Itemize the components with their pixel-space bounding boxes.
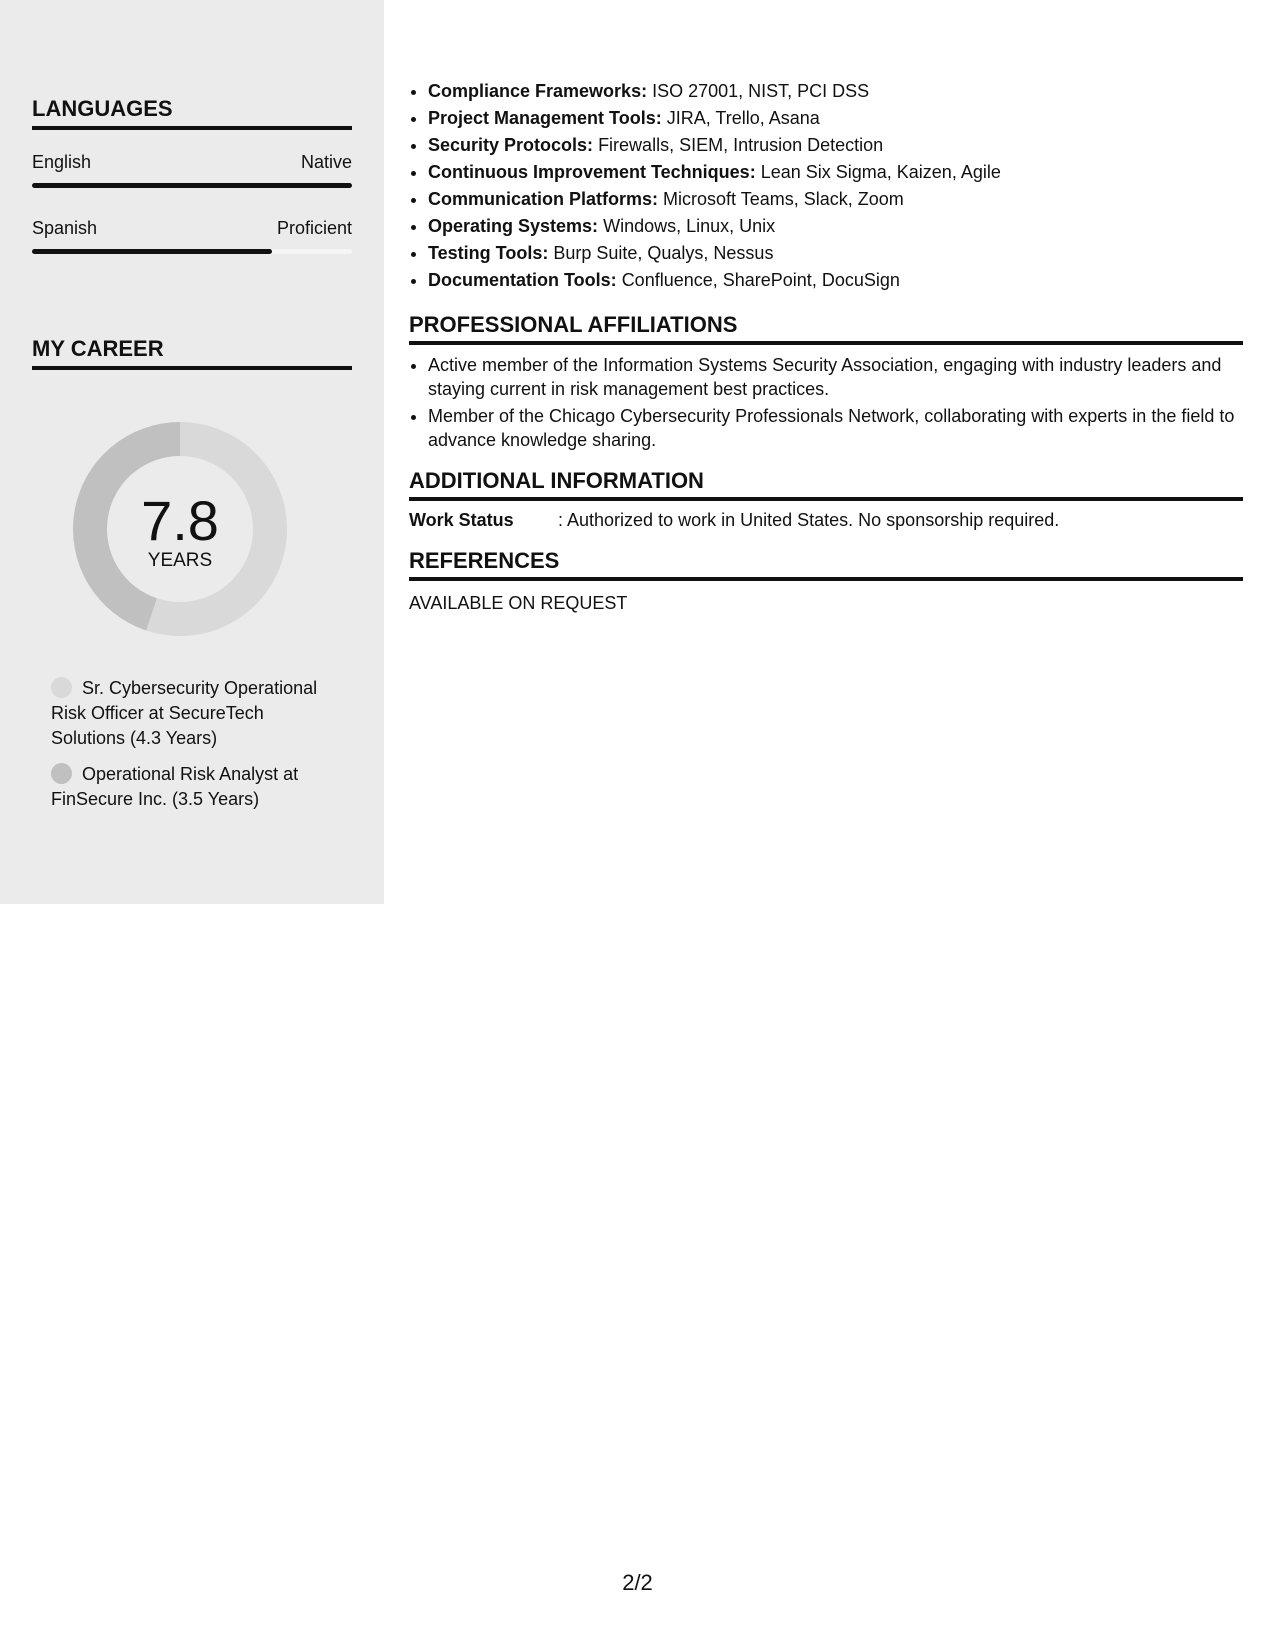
skill-label: Compliance Frameworks: <box>428 81 648 101</box>
skill-item <box>428 132 1243 159</box>
work-status-label: Work Status <box>409 510 514 530</box>
language-level: Proficient <box>276 218 352 238</box>
legend-dot-icon <box>51 677 72 698</box>
skill-label: Documentation Tools: <box>428 270 617 290</box>
language-name: Spanish <box>32 218 98 238</box>
skill-label: Operating Systems: <box>428 216 599 236</box>
languages-section <box>32 96 352 254</box>
skill-item <box>428 105 1243 132</box>
affiliation-item: • Active member of the Information Systems Security Association, engaging with industry leaders and staying current in risk management best practices. <box>428 353 1243 401</box>
skill-label: Security Protocols: <box>428 135 594 155</box>
skill-item <box>428 186 1243 213</box>
language-item <box>32 152 352 188</box>
skill-value: Burp Suite, Qualys, Nessus <box>553 243 774 263</box>
skill-value: Firewalls, SIEM, Intrusion Detection <box>598 135 884 155</box>
skill-value: Windows, Linux, Unix <box>603 216 776 236</box>
career-title: MY CAREER <box>32 336 352 370</box>
skill-label: Communication Platforms: <box>428 189 659 209</box>
career-item <box>51 676 341 751</box>
career-donut-center <box>67 416 293 642</box>
career-unit: YEARS <box>147 550 213 571</box>
skill-value: Confluence, SharePoint, DocuSign <box>621 270 900 290</box>
skill-item <box>428 78 1243 105</box>
references-title: REFERENCES <box>409 548 1243 581</box>
affiliation-item: • Member of the Chicago Cybersecurity Professionals Network, collaborating with experts in the field to advance knowledge sharing. <box>428 404 1243 452</box>
main-content <box>409 78 1243 615</box>
skill-value: JIRA, Trello, Asana <box>666 108 820 128</box>
career-list <box>51 676 341 823</box>
career-item-text: Operational Risk Analyst at FinSecure Inc. (3.5 Years) <box>51 764 299 809</box>
language-name: English <box>32 152 92 172</box>
language-level: Native <box>300 152 352 172</box>
languages-title: LANGUAGES <box>32 96 352 130</box>
language-bar <box>32 249 352 254</box>
language-bar <box>32 183 352 188</box>
affiliations-title: PROFESSIONAL AFFILIATIONS <box>409 312 1243 345</box>
skill-value: ISO 27001, NIST, PCI DSS <box>652 81 870 101</box>
career-section <box>32 336 352 370</box>
skill-value: Microsoft Teams, Slack, Zoom <box>663 189 904 209</box>
legend-dot-icon <box>51 763 72 784</box>
references-text: AVAILABLE ON REQUEST <box>409 593 628 613</box>
skill-value: Lean Six Sigma, Kaizen, Agile <box>760 162 1001 182</box>
skill-item <box>428 240 1243 267</box>
sidebar <box>0 0 384 904</box>
skill-item <box>428 159 1243 186</box>
work-status-row <box>409 508 1243 532</box>
career-donut <box>67 416 293 642</box>
language-bar-fill <box>32 249 272 254</box>
work-status-value: : Authorized to work in United States. No sponsorship required. <box>558 510 1060 530</box>
additional-info-title: ADDITIONAL INFORMATION <box>409 468 1243 501</box>
career-item-text: Sr. Cybersecurity Operational Risk Officer at SecureTech Solutions (4.3 Years) <box>51 678 318 748</box>
skill-label: Continuous Improvement Techniques: <box>428 162 756 182</box>
skills-list <box>409 78 1243 294</box>
skill-label: Project Management Tools: <box>428 108 662 128</box>
language-item <box>32 218 352 254</box>
career-item <box>51 762 341 812</box>
career-total: 7.8 <box>141 489 219 552</box>
page-number: 2/2 <box>622 1570 653 1595</box>
skill-item <box>428 213 1243 240</box>
skill-item <box>428 267 1243 294</box>
language-bar-fill <box>32 183 352 188</box>
skill-label: Testing Tools: <box>428 243 549 263</box>
affiliations-list <box>409 353 1243 452</box>
